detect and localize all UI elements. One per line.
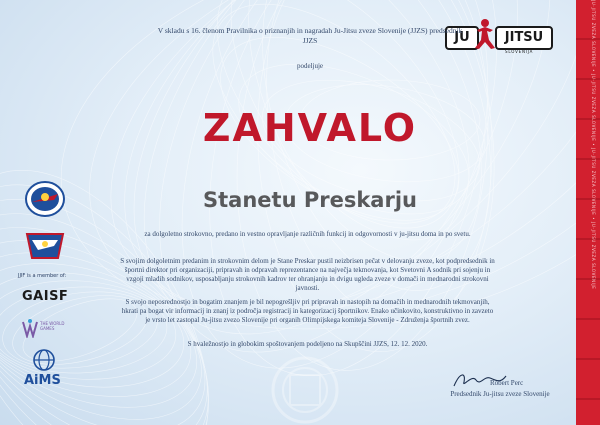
jjif-emblem-icon [24, 180, 66, 218]
world-games-logo [22, 318, 72, 340]
world-games-label: THE WORLD GAMES [40, 321, 65, 331]
paragraph-4: S hvaležnostjo in globokim spoštovanjem podeljeno na Skupščini JJZS, 12. 12. 2020. [187, 340, 428, 348]
side-ribbon [576, 0, 600, 425]
aims-logo [22, 348, 72, 398]
logo-left-text: JU [445, 26, 479, 50]
world-games-logo-icon [22, 318, 38, 338]
signature-block [430, 368, 590, 408]
paragraph-2: S svojim dolgoletnim predanim in strokovnim delom je Stane Preskar pustil neizbrisen pečat v delovanju zveze, kot podpredsednik in športni direktor pri organizaciji, pripravah in odpravah reprezentance na največja tekmovanja, kot Svetovni A sodnik pri sojenju in vzgoji mladih sodnikov, usposabljanju strokovnih kadrov ter ohranjanju in dvigu ugleda zveze v domači in mednarodni strokovni javnosti. [120, 257, 495, 292]
paragraph-3: S svojo neposrednostjo in bogatim znanjem je bil nepogrešljiv pri pripravah in nastopih na domačih in mednarodnih tekmovanjih, hkrati pa bogat vir informacij in znanj iz področja registracij in kategorizacij športnikov. Enako učinkovito, konstruktivno in zavzeto je vrsto let zastopal Ju-jitsu zvezo Slovenije pri organih Olimpijskega komiteja Slovenije - Združenja športnih zvez. [121, 298, 494, 324]
signature-name: Robert Perc [490, 379, 524, 387]
logo-subtitle: SLOVENIJA [505, 49, 534, 54]
member-label: JJIF is a member of: [18, 273, 67, 279]
jjeu-emblem-icon [24, 228, 66, 262]
gaisf-logo-icon: GAISF [22, 289, 69, 304]
certificate-title: ZAHVALO [202, 106, 418, 150]
aims-globe-icon [32, 348, 56, 372]
recipient-name: Stanetu Preskarju [203, 188, 417, 212]
signature-title: Predsednik Ju-jitsu zveze Slovenije [450, 390, 550, 398]
header-text: V skladu s 16. členom Pravilnika o priznanjih in nagradah Ju-Jitsu zveze Slovenije (JJZS) predsednik JJZS [157, 26, 463, 45]
paragraph-1: za dolgoletno strokovno, predano in vestno opravljanje različnih funkcij in odgovornosti v ju-jitsu doma in po svetu. [144, 230, 471, 238]
aims-label: AiMS [24, 373, 61, 388]
logo-right-text: JITSU [495, 26, 553, 50]
jujitsu-fighter-icon [473, 18, 497, 50]
ribbon-text: JU-JITSU ZVEZA SLOVENIJE • JU-JITSU ZVEZA SLOVENIJE • JU-JITSU ZVEZA SLOVENIJE • JU-JITSU ZVEZA SLOVENIJE [591, 0, 596, 290]
subheader-text: podeljuje [296, 62, 324, 70]
watermark-emblem [250, 345, 360, 425]
